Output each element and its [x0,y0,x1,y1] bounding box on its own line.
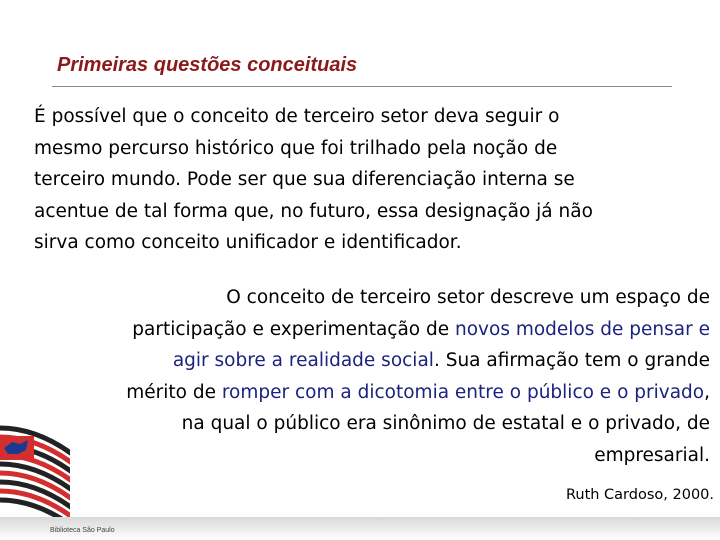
quote-line [30,377,710,409]
quote-text: , [704,381,710,403]
title-divider [52,86,672,87]
paragraph-2-quote [30,282,710,471]
quote-highlight: romper com a dicotomia entre o público e o privado [221,381,705,403]
quote-text: O conceito de terceiro setor descreve um espaço de [226,287,710,308]
quote-line [30,440,710,472]
quote-text: . Sua afirmação tem o grande [433,350,710,371]
slide-title: Primeiras questões conceituais [57,54,358,76]
quote-line [30,282,710,314]
paragraph-1-line: acentue de tal forma que, no futuro, essa designação já não [34,200,593,222]
quote-text: na qual o público era sinônimo de estatal e o privado, de [181,413,710,434]
quote-text: mérito de [126,381,222,403]
quote-line [30,408,710,440]
quote-line [30,345,710,377]
quote-highlight: agir sobre a realidade social [172,350,434,371]
paragraph-1-line: mesmo percurso histórico que foi trilhado pela noção de [34,137,558,159]
quote-text: participação e experimentação de [132,318,456,340]
paragraph-1-line: sirva como conceito unificador e identificador. [34,232,462,253]
sao-paulo-state-emblem-icon [0,400,70,530]
footer-label: Biblioteca São Paulo [50,527,115,534]
quote-line [30,314,710,346]
paragraph-1 [34,101,684,259]
citation: Ruth Cardoso, 2000. [565,487,714,503]
quote-text: empresarial. [594,444,710,466]
paragraph-1-line: terceiro mundo. Pode ser que sua diferenciação interna se [34,169,575,190]
paragraph-1-line: É possível que o conceito de terceiro setor deva seguir o [34,106,560,127]
quote-highlight: novos modelos de pensar e [455,318,710,340]
